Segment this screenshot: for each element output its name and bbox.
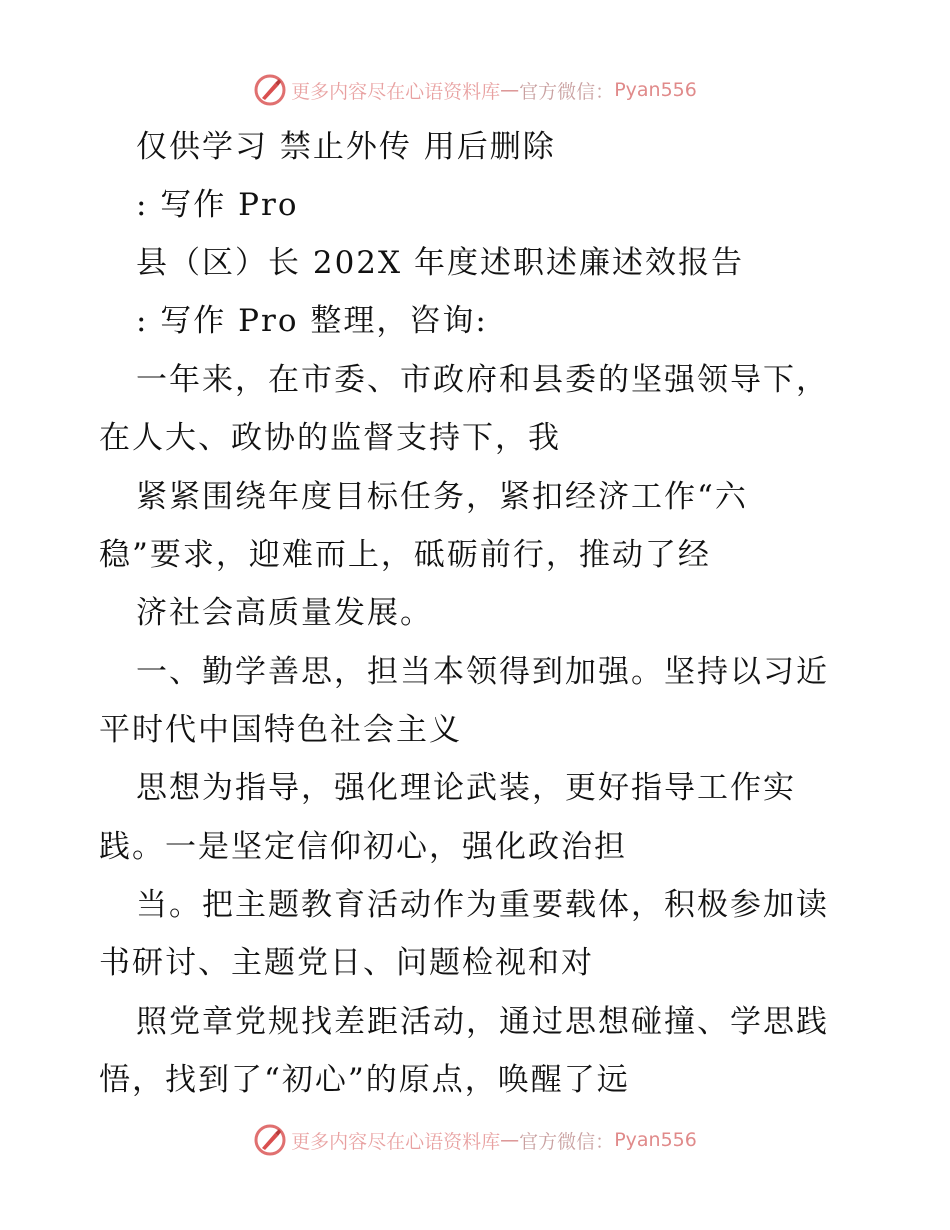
pen-circle-logo-icon [253, 1123, 287, 1157]
watermark-wechat-id: Pyan556 [614, 1129, 697, 1151]
pen-circle-logo-icon [253, 73, 287, 107]
doc-paragraph-line: 平时代中国特色社会主义 [99, 712, 462, 748]
doc-paragraph-line: 稳”要求，迎难而上，砥砺前行，推动了经 [99, 537, 711, 573]
doc-paragraph-line: 书研讨、主题党日、问题检视和对 [99, 945, 594, 981]
doc-paragraph-line: 践。一是坚定信仰初心，强化政治担 [99, 829, 627, 865]
doc-line-notice: 仅供学习 禁止外传 用后删除 [136, 129, 556, 165]
doc-paragraph-line: 思想为指导，强化理论武装，更好指导工作实 [136, 770, 796, 806]
watermark-official-label: 官方微信： [519, 1130, 615, 1153]
doc-title: 县（区）长 202X 年度述职述廉述效报告 [136, 245, 744, 281]
doc-paragraph-line: 在人大、政协的监督支持下，我 [99, 420, 561, 456]
doc-paragraph-line: 悟，找到了“初心”的原点，唤醒了远 [99, 1062, 630, 1098]
doc-paragraph-line: 紧紧围绕年度目标任务，紧扣经济工作“六 [136, 479, 748, 515]
doc-paragraph-line: 一年来，在市委、市政府和县委的坚强领导下， [136, 362, 829, 398]
doc-section-heading-line: 一、勤学善思，担当本领得到加强。坚持以习近 [136, 654, 829, 690]
header-watermark [0, 70, 950, 110]
doc-paragraph-line: 照党章党规找差距活动，通过思想碰撞、学思践 [136, 1004, 829, 1040]
doc-line-source: : 写作 Pro [136, 187, 299, 223]
footer-watermark [0, 1120, 950, 1160]
doc-paragraph-line: 当。把主题教育活动作为重要载体，积极参加读 [136, 887, 829, 923]
watermark-main-text: 更多内容尽在心语资料库 [291, 1130, 501, 1153]
watermark-separator: — [500, 79, 520, 101]
watermark-separator: — [500, 1129, 520, 1151]
watermark-official-label: 官方微信： [519, 80, 615, 103]
watermark-wechat-id: Pyan556 [614, 79, 697, 101]
doc-line-consult: : 写作 Pro 整理，咨询: [136, 303, 488, 339]
watermark-main-text: 更多内容尽在心语资料库 [291, 80, 501, 103]
doc-paragraph-line: 济社会高质量发展。 [136, 595, 433, 631]
